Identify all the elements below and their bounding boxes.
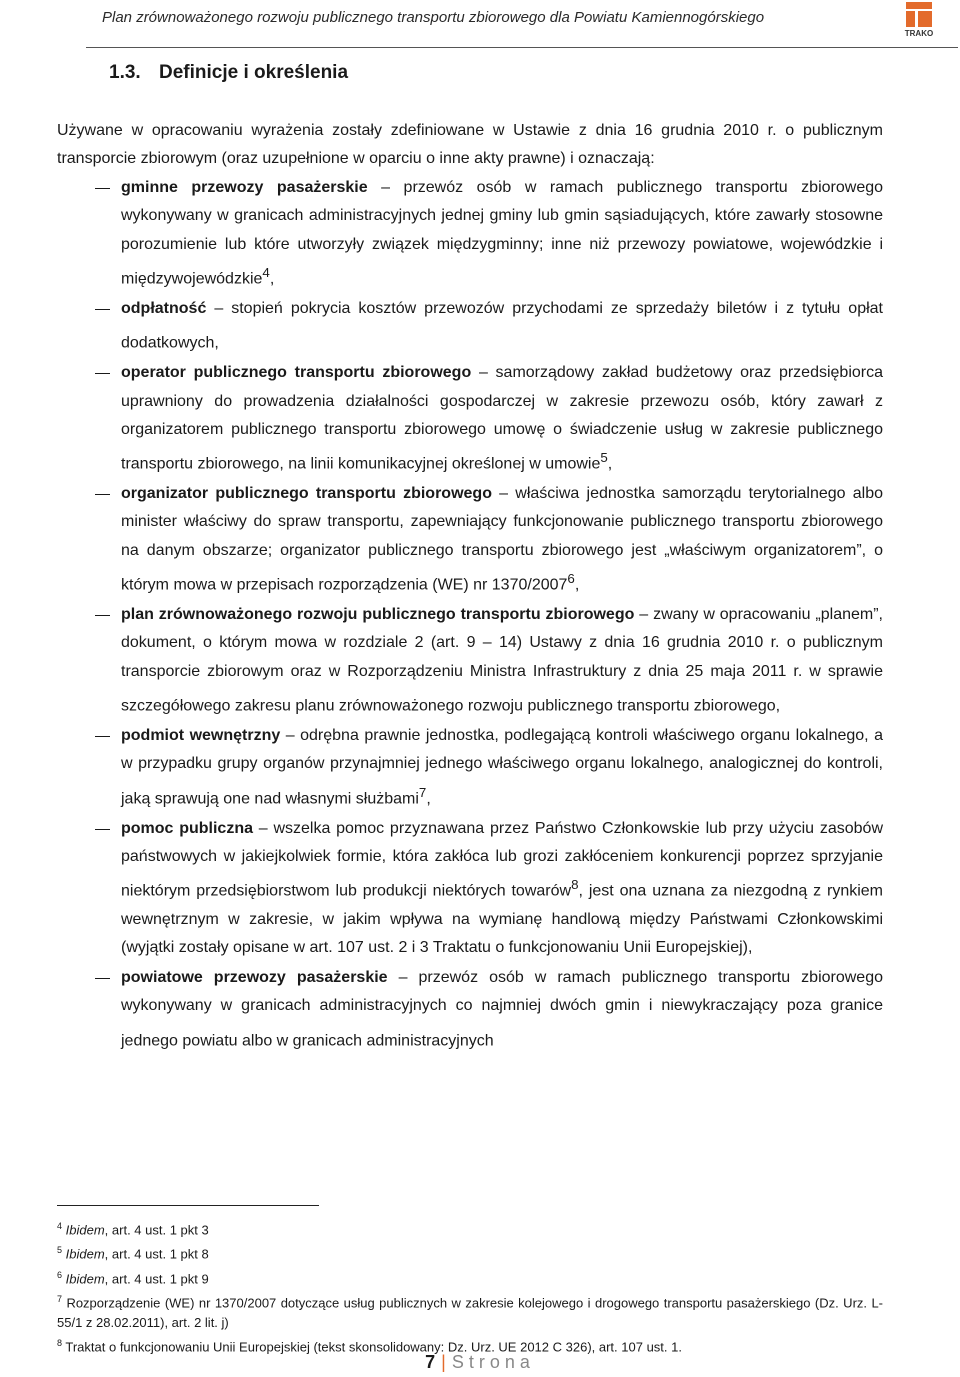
- page-footer: [0, 1352, 960, 1373]
- section-heading: [109, 62, 348, 84]
- header-title: Plan zrównoważonego rozwoju publicznego transportu zbiorowego dla Powiatu Kamiennogórskiego: [102, 9, 765, 26]
- footnote-ref: 6: [567, 571, 575, 587]
- definition-text: – wszelka pomoc przyznawana przez Państwo Członkowskie lub przy użyciu zasobów państwowych w jakiejkolwiek formie, która zakłóca lub grozi zakłóceniem konkurencji poprzez sprzyjanie niektórym przedsiębiorstwom lub produkcji niektórych towarów: [121, 819, 883, 900]
- definition-tail: ,: [574, 576, 580, 594]
- definition-text: – właściwa jednostka samorządu terytorialnego albo minister właściwy do spraw transportu, zapewniający funkcjonowanie publicznego transportu zbiorowego na danym obszarze; organizator publicznego transportu zbiorowego jest „właściwym organizatorem”, o którym mowa w przepisach rozporządzenia (WE) nr 1370/2007: [121, 485, 883, 594]
- logo-text: TRAKO: [904, 29, 934, 38]
- logo-mark-top: [906, 2, 932, 9]
- section-title: Definicje i określenia: [159, 62, 349, 83]
- footnote-ref: 8: [571, 877, 579, 893]
- dash-bullet: [95, 829, 110, 830]
- definition-term: gminne przewozy pasażerskie: [121, 179, 368, 196]
- footnote-number: 8: [57, 1338, 63, 1349]
- trako-logo: [902, 2, 936, 40]
- definition-item: [57, 359, 883, 479]
- definition-term: podmiot wewnętrzny: [121, 726, 281, 744]
- definition-tail: ,: [426, 790, 431, 808]
- dash-bullet: [95, 309, 110, 310]
- definition-item: [57, 174, 883, 294]
- footnote-text: Traktat o funkcjonowaniu Unii Europejskiej (tekst skonsolidowany: Dz. Urz. UE 2012 C 326), art. 107 ust. 1.: [62, 1339, 682, 1355]
- footnote-text: Rozporządzenie (WE) nr 1370/2007 dotyczące usług publicznych w zakresie kolejowego i drogowego transportu pasażerskiego (Dz. Urz. L-55/1 z 28.02.2011), art. 2 lit. j): [57, 1295, 883, 1331]
- footnote-ref: 5: [600, 450, 608, 466]
- definition-text: – zwany w opracowaniu „planem”, dokument, o którym mowa w rozdziale 2 (art. 9 – 14) Ustawy z dnia 16 grudnia 2010 r. o publicznym transporcie zbiorowym oraz w Rozporządzeniu Ministra Infrastruktury z dnia 25 maja 2011 r. w sprawie szczegółowego zakresu planu zrównoważonego rozwoju publicznego transportu zbiorowego,: [121, 606, 883, 715]
- definitions-list: [57, 174, 883, 1056]
- page-separator: |: [441, 1352, 446, 1372]
- footnote-ref: 7: [418, 784, 427, 800]
- dash-bullet: [95, 736, 110, 737]
- footnote-text: , art. 4 ust. 1 pkt 3: [104, 1222, 209, 1238]
- footnote-number: 7: [57, 1293, 63, 1304]
- definition-item: [57, 722, 883, 814]
- definition-term: operator publicznego transportu zbiorowego: [121, 364, 472, 382]
- logo-mark-left: [906, 11, 915, 27]
- definition-item: [57, 601, 883, 721]
- footnote-number: 4: [57, 1221, 63, 1231]
- page-header: [0, 0, 960, 50]
- dash-bullet: [95, 978, 110, 979]
- footnote-italic: Ibidem: [65, 1246, 105, 1262]
- definition-term: powiatowe przewozy pasażerskie: [121, 968, 388, 986]
- definition-term: pomoc publiczna: [121, 819, 253, 837]
- definition-item: [57, 295, 883, 358]
- dash-bullet: [95, 373, 110, 374]
- definition-item: [57, 480, 883, 600]
- footnote: [57, 1289, 883, 1333]
- footnote-ref: 4: [262, 265, 270, 281]
- footnote-text: , art. 4 ust. 1 pkt 8: [104, 1246, 209, 1262]
- footnote-number: 5: [57, 1245, 63, 1256]
- section-number: 1.3.: [109, 62, 141, 83]
- footnote-italic: Ibidem: [65, 1222, 105, 1238]
- definition-text: – przewóz osób w ramach publicznego transportu zbiorowego wykonywany w granicach administracyjnych co najmniej dwóch gmin i niewykraczający poza granice jednego powiatu albo w granicach administracyjnych: [121, 968, 884, 1049]
- footnote-number: 6: [57, 1269, 63, 1280]
- definition-text: – samorządowy zakład budżetowy oraz przedsiębiorca uprawniony do prowadzenia działalności gospodarczej w zakresie przewozu osób, który zawarł z organizatorem publicznego transportu zbiorowego umowę o świadczenie usług w zakresie publicznego transportu zbiorowego, na linii komunikacyjnej określonej w umowie: [121, 364, 883, 473]
- footnote: [57, 1216, 883, 1240]
- definition-item: [57, 964, 883, 1056]
- dash-bullet: [95, 615, 110, 616]
- page-number: 7: [425, 1352, 436, 1372]
- definition-tail: ,: [269, 270, 275, 288]
- definition-item: [57, 815, 883, 963]
- definition-term: plan zrównoważonego rozwoju publicznego transportu zbiorowego: [121, 606, 635, 623]
- footnote-text: , art. 4 ust. 1 pkt 9: [104, 1270, 209, 1286]
- dash-bullet: [95, 494, 110, 495]
- intro-paragraph: Używane w opracowaniu wyrażenia zostały zdefiniowane w Ustawie z dnia 16 grudnia 2010 r. o publicznym transporcie zbiorowym (oraz uzupełnione w oparciu o inne akty prawne) i oznaczają:: [57, 122, 883, 167]
- definition-term: organizator publicznego transportu zbiorowego: [121, 485, 492, 503]
- page-word: Strona: [451, 1352, 535, 1372]
- definition-tail: , jest ona uznana za niezgodną z rynkiem wewnętrznym w zakresie, w jakim wpływa na wymianę handlową między Państwami Członkowskimi (wyjątki zostały opisane w art. 107 ust. 2 i 3 Traktatu o funkcjonowaniu Unii Europejskiej),: [121, 882, 884, 957]
- definition-text: – przewóz osób w ramach publicznego transportu zbiorowego wykonywany w granicach administracyjnych jednej gminy lub gmin sąsiadujących, które zawarły stosowne porozumienie lub które utworzyły związek międzygminny; inne niż przewozy powiatowe, wojewódzkie i międzywojewódzkie: [121, 179, 884, 288]
- footnote: [57, 1240, 883, 1264]
- footnote: [57, 1265, 883, 1289]
- footnote-italic: Ibidem: [65, 1270, 105, 1286]
- dash-bullet: [95, 188, 110, 189]
- logo-mark-right: [918, 11, 932, 27]
- footnotes: [57, 1216, 883, 1358]
- definition-text: – stopień pokrycia kosztów przewozów przychodami ze sprzedaży biletów i z tytułu opłat dodatkowych,: [121, 299, 883, 352]
- definition-text: – odrębna prawnie jednostka, podlegającą kontroli właściwego organu lokalnego, a w przypadku grupy organów przynajmniej jednego właściwego organu lokalnego, analogicznej do kontroli, jaką sprawują one nad własnymi służbami: [121, 726, 883, 808]
- header-divider: [86, 47, 958, 48]
- definition-term: odpłatność: [121, 299, 207, 317]
- footnote-separator: [57, 1205, 319, 1206]
- definition-tail: ,: [607, 455, 613, 473]
